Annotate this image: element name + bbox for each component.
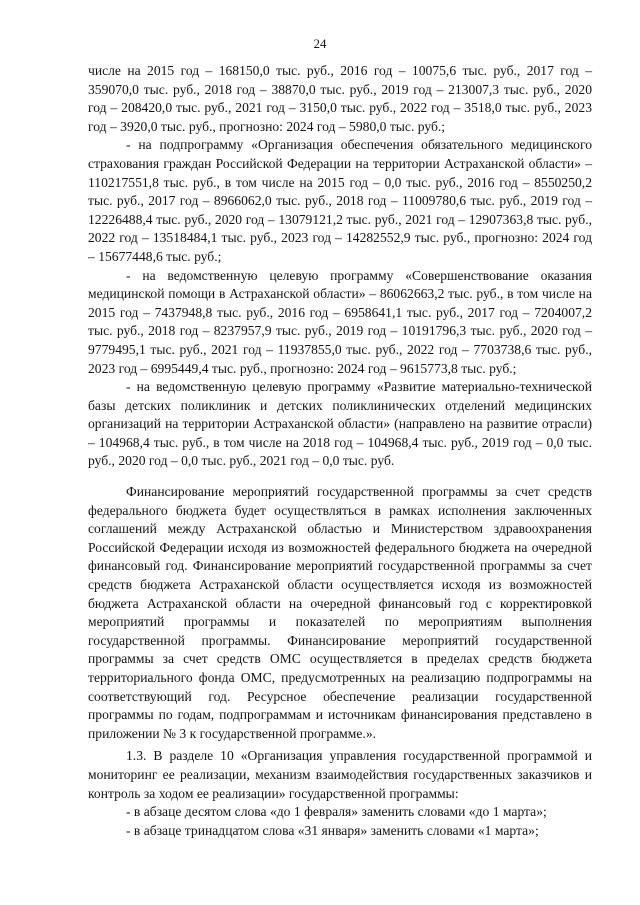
financing-paragraph: Финансирование мероприятий государственной программы за счет средств федерального бюджета будет осуществляться в рамках исполнения заключенных соглашений между Астраханской областью и Министерством здравоохранения Российской Федерации исходя из возможностей федерального бюджета на очередной финансовый год. Финансирование мероприятий государственной программы за счет средств бюджета Астраханской области осуществляется исходя из возможностей бюджета Астраханской области на очередной финансовый год с корректировкой мероприятий программы и показателей по мероприятиям выполнения государственной программы. Финансирование мероприятий государственной программы за счет средств ОМС осуществляется в пределах средств бюджета территориального фонда ОМС, предусмотренных на реализацию подпрограммы на соответствующий год. Ресурсное обеспечение реализации государственной программы по годам, подпрограммам и источникам финансирования представлено в приложении № 3 к государственной программе.». [88, 484, 592, 741]
budget-continuation-paragraph: числе на 2015 год – 168150,0 тыс. руб., 2016 год – 10075,6 тыс. руб., 2017 год – 359070,0 тыс. руб., 2018 год – 38870,0 тыс. руб., 2019 год – 213007,3 тыс. руб., 2020 год – 208420,0 тыс. руб., 2021 год – 3150,0 тыс. руб., 2022 год – 3518,0 тыс. руб., 2023 год – 3920,0 тыс. руб., прогнозно: 2024 год – 5980,0 тыс. руб.; [88, 63, 592, 134]
section-10-amendment-paragraph: 1.3. В разделе 10 «Организация управления государственной программой и мониторинг ее реализации, механизм взаимодействия государственных заказчиков и контроль за ходом ее реализации» государственной программы: [88, 748, 592, 801]
medical-care-program-paragraph: - на ведомственную целевую программу «Совершенствование оказания медицинской помощи в Астраханской области» – 86062663,2 тыс. руб., в том числе на 2015 год – 7437948,8 тыс. руб., 2016 год – 6958641,1 тыс. руб., 2017 год – 7204007,2 тыс. руб., 2018 год – 8237957,9 тыс. руб., 2019 год – 10191796,3 тыс. руб., 2020 год – 9779495,1 тыс. руб., 2021 год – 11937855,0 тыс. руб., 2022 год – 7703738,6 тыс. руб., 2023 год – 6995449,4 тыс. руб., прогнозно: 2024 год – 9615773,8 тыс. руб.; [88, 267, 592, 376]
paragraph-ten-amendment: - в абзаце десятом слова «до 1 февраля» заменить словами «до 1 марта»; [126, 804, 547, 820]
paragraph-thirteen-amendment: - в абзаце тринадцатом слова «31 января» заменить словами «1 марта»; [126, 822, 539, 838]
childrens-clinics-program-paragraph: - на ведомственную целевую программу «Развитие материально-технической базы детских поликлиник и детских поликлинических отделений медицинских организаций на территории Астраханской области» (направлено на развитие отрасли) – 104968,4 тыс. руб., в том числе на 2018 год – 104968,4 тыс. руб., 2019 год – 0,0 тыс. руб., 2020 год – 0,0 тыс. руб., 2021 год – 0,0 тыс. руб. [88, 379, 592, 469]
page-number: 24 [313, 36, 327, 51]
document-body [88, 62, 592, 840]
oms-subprogram-paragraph: - на подпрограмму «Организация обеспечения обязательного медицинского страхования граждан Российской Федерации на территории Астраханской области» – 110217551,8 тыс. руб., в том числе на 2015 год – 0,0 тыс. руб., 2016 год – 8550250,2 тыс. руб., 2017 год – 8966062,0 тыс. руб., 2018 год – 11009780,6 тыс. руб., 2019 год – 12226488,4 тыс. руб., 2020 год – 13079121,2 тыс. руб., 2021 год – 12907363,8 тыс. руб., 2022 год – 13518484,1 тыс. руб., 2023 год – 14282552,9 тыс. руб., прогнозно: 2024 год – 15677448,6 тыс. руб.; [88, 137, 592, 264]
